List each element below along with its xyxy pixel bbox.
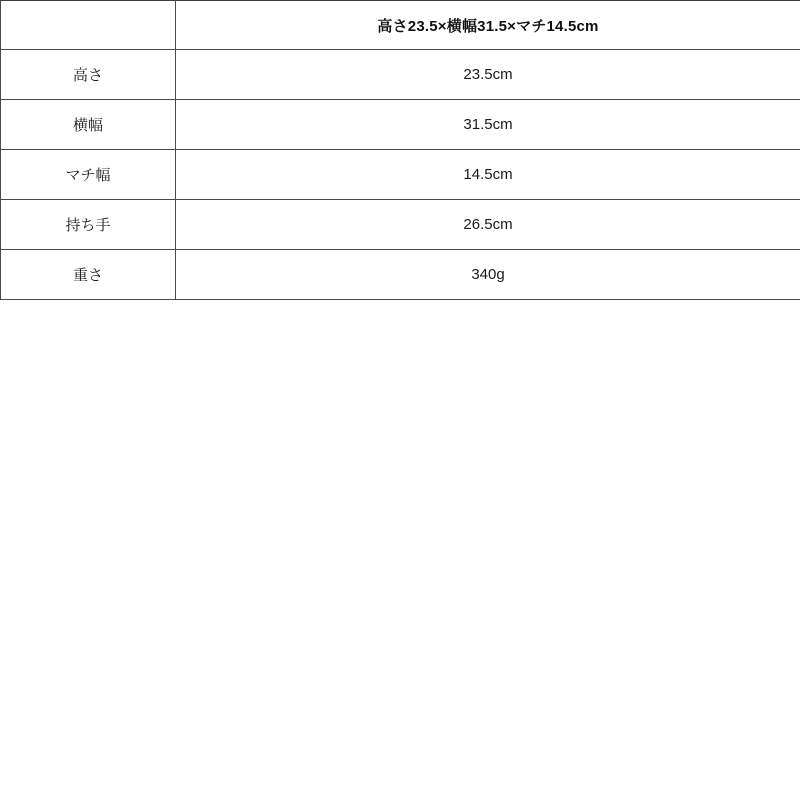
product-spec-table [0,0,800,300]
row-label-weight: 重さ [1,250,176,300]
row-value-handle: 26.5cm [176,200,800,250]
row-label-width: 横幅 [1,100,176,150]
row-value-weight: 340g [176,250,800,300]
row-label-gusset: マチ幅 [1,150,176,200]
empty-space-below-table [0,300,800,800]
table-row [1,50,800,100]
row-label-handle: 持ち手 [1,200,176,250]
row-value-height: 23.5cm [176,50,800,100]
table-row [1,100,800,150]
table-row [1,150,800,200]
row-label-height: 高さ [1,50,176,100]
row-value-gusset: 14.5cm [176,150,800,200]
table-row [1,250,800,300]
header-label-cell [1,1,176,50]
row-value-width: 31.5cm [176,100,800,150]
table-header-row [1,1,800,50]
header-dimensions-title: 高さ23.5×横幅31.5×マチ14.5cm [176,1,800,50]
table-row [1,200,800,250]
